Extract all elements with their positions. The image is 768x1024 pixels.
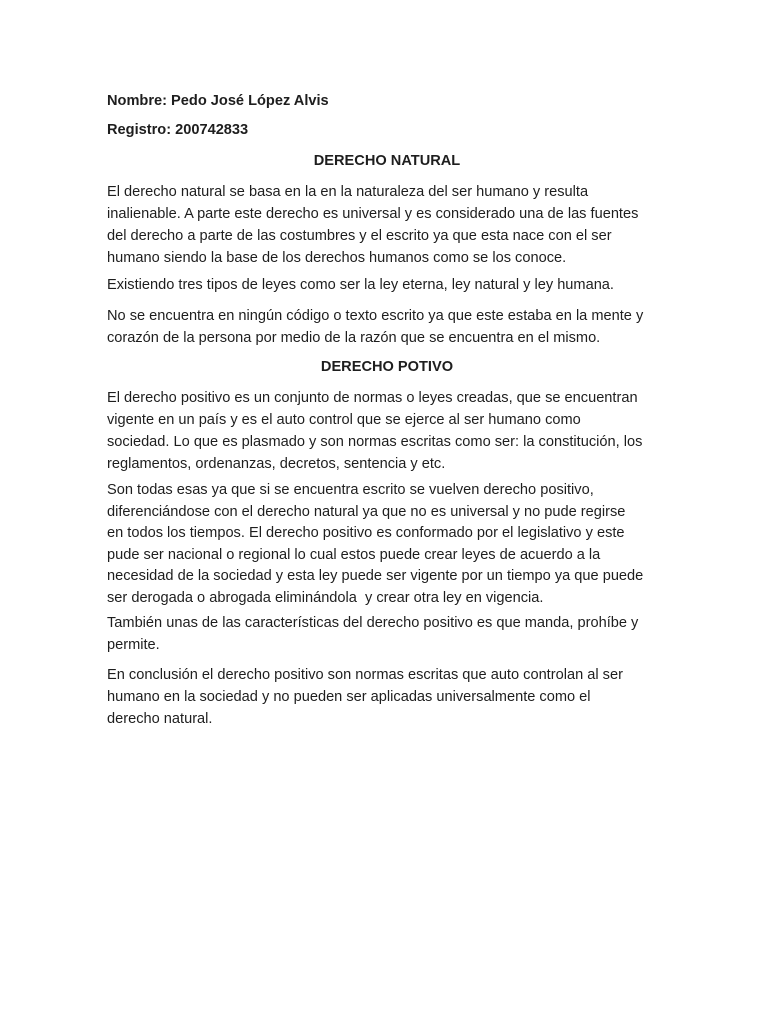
text-line: Son todas esas ya que si se encuentra escrito se vuelven derecho positivo, xyxy=(107,482,594,498)
paragraph xyxy=(107,274,667,296)
text-line: vigente en un país y es el auto control que se ejerce al ser humano como xyxy=(107,412,581,428)
text-line: El derecho natural se basa en la en la naturaleza del ser humano y resulta xyxy=(107,184,589,200)
paragraph xyxy=(107,664,667,730)
text-line: permite. xyxy=(107,637,160,653)
text-line: necesidad de la sociedad y esta ley puede ser vigente por un tiempo ya que puede xyxy=(107,568,644,585)
text-line: reglamentos, ordenanzas, decretos, sentencia y etc. xyxy=(107,456,446,472)
text-line: del derecho a parte de las costumbres y el escrito ya que esta nace con el ser xyxy=(107,228,612,244)
text-line: corazón de la persona por medio de la razón que se encuentra en el mismo. xyxy=(107,330,601,346)
text-line: derecho natural. xyxy=(107,711,213,727)
heading-derecho-natural: DERECHO NATURAL xyxy=(313,153,461,169)
paragraph xyxy=(107,480,667,610)
paragraph xyxy=(107,387,667,475)
heading-derecho-positivo: DERECHO POTIVO xyxy=(320,359,454,375)
student-name: Nombre: Pedo José López Alvis xyxy=(107,93,329,109)
text-line: También unas de las características del derecho positivo es que manda, prohíbe y xyxy=(107,615,639,631)
text-line: en todos los tiempos. El derecho positivo es conformado por el legislativo y este xyxy=(107,525,625,542)
text-line: diferenciándose con el derecho natural ya que no es universal y no pude regirse xyxy=(107,503,626,520)
text-line: ser derogada o abrogada eliminándola y crear otra ley en vigencia. xyxy=(107,589,544,606)
text-line: inalienable. A parte este derecho es universal y es considerado una de las fuentes xyxy=(107,206,639,222)
text-line: pude ser nacional o regional lo cual estos puede crear leyes de acuerdo a la xyxy=(107,546,601,563)
text-line: No se encuentra en ningún código o texto escrito ya que este estaba en la mente y xyxy=(107,308,644,324)
paragraph xyxy=(107,612,667,656)
text-line: En conclusión el derecho positivo son normas escritas que auto controlan al ser xyxy=(107,667,623,683)
text-line: sociedad. Lo que es plasmado y son normas escritas como ser: la constitución, los xyxy=(107,434,643,450)
paragraph xyxy=(107,305,667,349)
paragraph xyxy=(107,181,667,269)
text-line: humano en la sociedad y no pueden ser aplicadas universalmente como el xyxy=(107,689,591,705)
text-line: El derecho positivo es un conjunto de normas o leyes creadas, que se encuentran xyxy=(107,390,638,406)
text-line: humano siendo la base de los derechos humanos como se los conoce. xyxy=(107,250,567,266)
student-registro: Registro: 200742833 xyxy=(107,122,249,138)
text-line: Existiendo tres tipos de leyes como ser la ley eterna, ley natural y ley humana. xyxy=(107,277,614,293)
